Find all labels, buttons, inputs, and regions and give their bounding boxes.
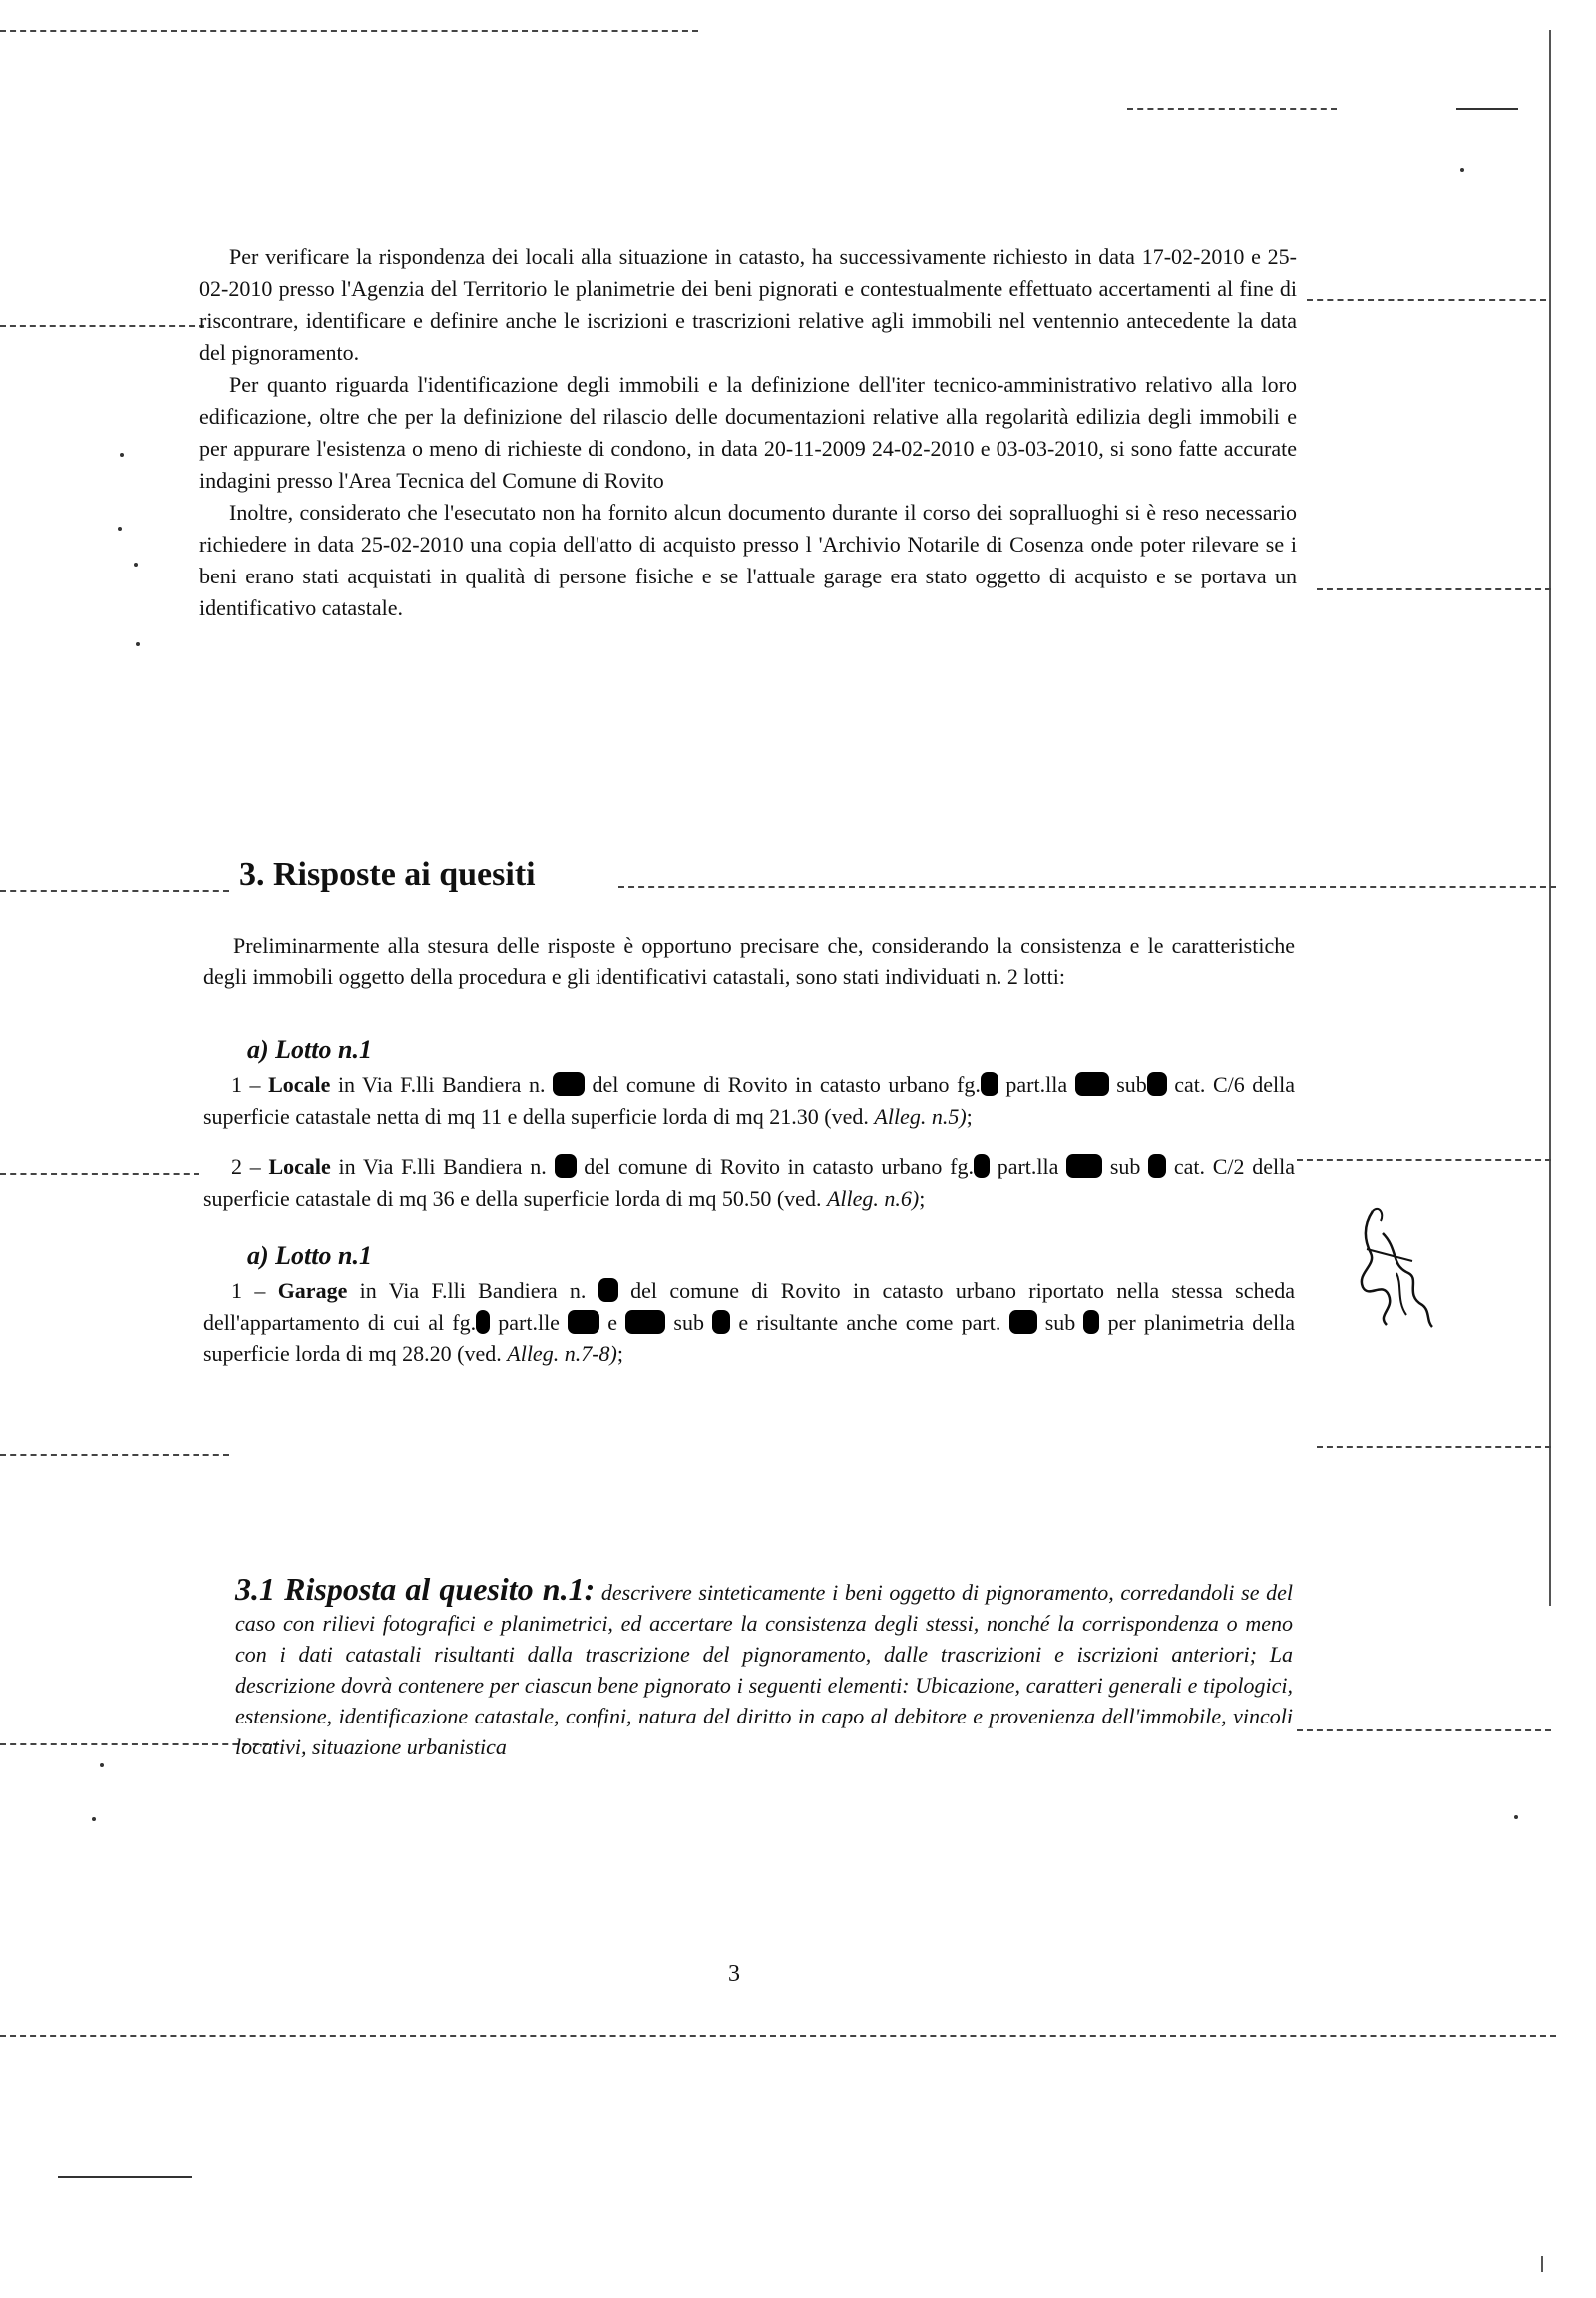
section-intro: Preliminarmente alla stesura delle risposte è opportuno precisare che, considerando la consistenza e le caratteristiche degli immobili oggetto della procedura e gli identificativi catastali, sono stati individuati n. 2 lotti:: [203, 933, 1295, 989]
scan-artifact-line: [1317, 1446, 1551, 1448]
item-text: sub: [1108, 1072, 1147, 1097]
item-text: ;: [919, 1186, 926, 1211]
redaction-mark: [598, 1278, 618, 1302]
scan-artifact-dot: [134, 563, 138, 567]
item-text: e: [599, 1310, 626, 1335]
item-text: per planimetria della superficie lorda di mq 28.20 (ved.: [203, 1310, 1295, 1366]
lot-title: a) Lotto n.1: [247, 1241, 372, 1270]
item-text: in Via F.lli Bandiera n.: [330, 1154, 555, 1179]
lot-block: [203, 1241, 1295, 1370]
scan-artifact-dot: [92, 1817, 96, 1821]
scan-artifact-edge: [1541, 2256, 1543, 2272]
question-text: descrivere sinteticamente i beni oggetto di pignoramento, corredandoli se del caso con rilievi fotografici e planimetrici, ed accertare la consistenza degli stessi, nonché la corrispondenza o meno con i dati catastali risultanti dalla trascrizione del pignoramento, dalle trascrizioni e iscrizioni anteriori; La descrizione dovrà contenere per ciascun bene pignorato i seguenti elementi: Ubicazione, caratteri generali e tipologici, estensione, identificazione catastale, confini, natura del diritto in capo al debitore e provenienza dell'immobile, vincoli locativi, situazione urbanistica: [235, 1580, 1294, 1759]
redaction-mark: [974, 1154, 990, 1178]
lot-item: [203, 1275, 1295, 1370]
scan-artifact-line: [0, 2035, 1556, 2037]
handwritten-signature: [1343, 1203, 1438, 1333]
scan-artifact-line: [618, 886, 1556, 888]
item-text: cat. C/2 della superficie catastale di mq 36 e della superficie lorda di mq 50.50 (ved.: [203, 1154, 1296, 1211]
item-text: part.lle: [490, 1310, 569, 1335]
item-text: del comune di Rovito in catasto urbano fg.: [576, 1154, 974, 1179]
item-text: sub: [665, 1310, 713, 1335]
item-number: 2 –: [231, 1154, 269, 1179]
paragraph-identification: Per quanto riguarda l'identificazione degli immobili e la definizione dell'iter tecnico-amministrativo relativo alla loro edificazione, oltre che per la definizione del rilascio delle documentazioni relative alla regolarità edilizia degli immobili e per appurare l'esistenza o meno di richieste di condono, in data 20-11-2009 24-02-2010 e 03-03-2010, si sono fatte accurate indagini presso l'Area Tecnica del Comune di Rovito: [200, 372, 1297, 493]
redaction-mark: [1147, 1072, 1167, 1096]
section-title: 3. Risposte ai quesiti: [239, 856, 536, 893]
scan-artifact-dot: [118, 527, 122, 531]
item-number: 1 –: [231, 1072, 269, 1097]
attachment-reference: Alleg. n.6): [826, 1186, 920, 1211]
item-text: del comune di Rovito in catasto urbano fg.: [584, 1072, 981, 1097]
lot-item: [203, 1069, 1295, 1133]
item-number: 1 –: [231, 1278, 278, 1303]
redaction-mark: [553, 1072, 585, 1096]
redaction-mark: [981, 1072, 998, 1096]
question-heading: 3.1 Risposta al quesito n.1:: [235, 1571, 596, 1607]
scan-artifact-line: [1127, 108, 1337, 110]
item-text: in Via F.lli Bandiera n.: [330, 1072, 553, 1097]
scan-artifact-line: [1317, 588, 1551, 590]
item-text: sub: [1102, 1154, 1149, 1179]
scan-artifact-line: [1307, 299, 1546, 301]
lot-title: a) Lotto n.1: [247, 1035, 372, 1064]
scan-artifact-dot: [136, 642, 140, 646]
item-text: ;: [966, 1104, 973, 1129]
redaction-mark: [1066, 1154, 1102, 1178]
paragraph-verification: Per verificare la rispondenza dei locali alla situazione in catasto, ha successivamente richiesto in data 17-02-2010 e 25-02-2010 presso l'Agenzia del Territorio le planimetrie dei beni pignorati e contestualmente effettuato accertamenti al fine di riscontrare, identificare e definire anche le iscrizioni e trascrizioni relative agli immobili nel ventennio antecedente la data del pignoramento.: [200, 244, 1297, 365]
scan-artifact-line: [1297, 1729, 1551, 1731]
answers-section: [203, 930, 1295, 1388]
document-body: [200, 241, 1297, 624]
item-text: in Via F.lli Bandiera n.: [347, 1278, 598, 1303]
scan-artifact-line: [0, 890, 229, 892]
scan-artifact-edge: [1549, 30, 1551, 1606]
scan-artifact-line: [1297, 1159, 1551, 1161]
lot-item: [203, 1151, 1295, 1215]
redaction-mark: [476, 1310, 490, 1334]
redaction-mark: [568, 1310, 599, 1334]
lot-block: [203, 1035, 1295, 1215]
scan-artifact-dot: [100, 1763, 104, 1767]
item-label: Locale: [268, 1072, 331, 1097]
item-text: cat. C/6 della superficie catastale netta di mq 11 e della superficie lorda di mq 21.30 (ved.: [203, 1072, 1296, 1129]
redaction-mark: [625, 1310, 665, 1334]
attachment-reference: Alleg. n.5): [874, 1104, 967, 1129]
scan-artifact-line: [0, 1454, 229, 1456]
question-block: [235, 1571, 1294, 1762]
item-text: sub: [1036, 1310, 1084, 1335]
attachment-reference: Alleg. n.7-8): [507, 1341, 617, 1366]
redaction-mark: [1083, 1310, 1099, 1334]
scan-artifact-dot: [120, 453, 124, 457]
item-text: del comune di Rovito in catasto urbano riportato nella stessa scheda dell'appartamento di cui al fg.: [203, 1278, 1296, 1335]
redaction-mark: [1009, 1310, 1037, 1334]
redaction-mark: [1148, 1154, 1166, 1178]
scan-artifact-line: [0, 30, 698, 32]
redaction-mark: [1075, 1072, 1109, 1096]
scan-artifact-line: [0, 325, 204, 327]
scan-artifact-line: [58, 2176, 192, 2178]
redaction-mark: [555, 1154, 577, 1178]
scan-artifact-dot: [1460, 168, 1464, 172]
item-text: part.lla: [998, 1072, 1075, 1097]
item-label: Garage: [277, 1278, 348, 1303]
scan-artifact-dot: [1514, 1815, 1518, 1819]
scan-artifact-line: [1456, 108, 1518, 110]
item-text: e risultante anche come part.: [730, 1310, 1009, 1335]
redaction-mark: [712, 1310, 730, 1334]
scan-artifact-line: [0, 1173, 200, 1175]
page-number: 3: [728, 1961, 740, 1987]
paragraph-inspection: Inoltre, considerato che l'esecutato non ha fornito alcun documento durante il corso dei sopralluoghi si è reso necessario richiedere in data 25-02-2010 una copia dell'atto di acquisto presso l 'Archivio Notarile di Cosenza onde poter rilevare se i beni erano stati acquistati in qualità di persone fisiche e se l'attuale garage era stato oggetto di acquisto e se portava un identificativo catastale.: [200, 500, 1297, 620]
item-text: part.lla: [989, 1154, 1067, 1179]
item-text: ;: [616, 1341, 623, 1366]
item-label: Locale: [268, 1154, 331, 1179]
